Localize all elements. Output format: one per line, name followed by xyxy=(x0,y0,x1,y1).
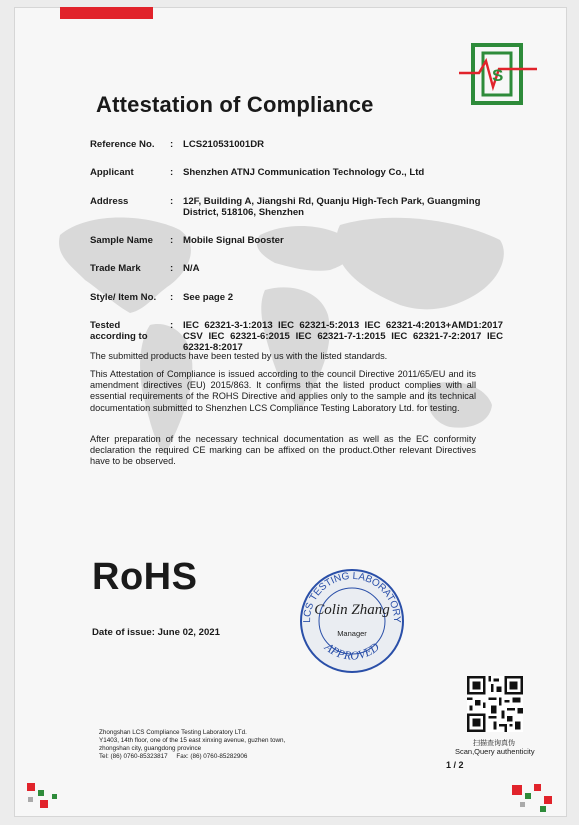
field-label: Trade Mark xyxy=(90,263,141,274)
lab-address-footer xyxy=(99,729,285,761)
footer-line: Zhongshan LCS Compliance Testing Laboratory LTd. xyxy=(99,729,247,736)
scan-label: Scan,Query authenticity xyxy=(455,747,535,756)
field-label: Reference No. xyxy=(90,139,155,150)
top-red-bar xyxy=(60,7,153,19)
manager-signature: Colin Zhang xyxy=(314,602,390,618)
field-label: Address xyxy=(90,196,129,207)
field-colon: : xyxy=(170,167,174,178)
field-colon: : xyxy=(170,235,174,246)
field-label: Applicant xyxy=(90,167,134,178)
approval-seal xyxy=(288,566,416,676)
scan-label-chinese: 扫描查询真伪 xyxy=(473,740,515,747)
field-label-line2: according to xyxy=(90,331,148,342)
paragraph-directive: This Attestation of Compliance is issued according to the council Directive 2011/65/EU and its amendment directives (EU) 2015/863. It confirms that the listed product complies with all essential requirements of the ROHS Directive and applies only to the sample and its technical documentation submitted to Shenzhen LCS Compliance Testing Laboratory Ltd. for testing. xyxy=(90,369,476,413)
field-colon: : xyxy=(170,292,174,303)
footer-line: Y1403, 14th floor, one of the 15 east xinxing avenue, guzhen town, xyxy=(99,737,286,744)
field-value: Shenzhen ATNJ Communication Technology Co., Ltd xyxy=(183,167,425,178)
seal-text-bottom: APPROVED xyxy=(322,639,382,663)
field-label: Style/ Item No. xyxy=(90,292,157,303)
footer-line: Tel: (86) 0760-85323817 Fax: (86) 0760-85282906 xyxy=(99,753,248,760)
footer-line: zhongshan city, guangdong province xyxy=(99,745,202,752)
field-value: See page 2 xyxy=(183,292,234,303)
field-label: Sample Name xyxy=(90,235,153,246)
field-colon: : xyxy=(170,139,174,150)
logo-letter-s: S xyxy=(492,66,504,85)
lcs-logo xyxy=(459,43,537,105)
field-value: N/A xyxy=(183,263,200,274)
manager-title: Manager xyxy=(337,629,367,638)
field-colon: : xyxy=(170,196,174,207)
qr-code[interactable] xyxy=(467,676,523,732)
page-number: 1 / 2 xyxy=(446,760,464,770)
field-colon: : xyxy=(170,320,174,331)
page-title: Attestation of Compliance xyxy=(96,92,374,117)
field-label xyxy=(90,320,170,342)
field-value: Mobile Signal Booster xyxy=(183,235,284,246)
seal-text-top: LCS TESTING LABORATORY xyxy=(301,570,403,624)
paragraph-ce-marking: After preparation of the necessary technical documentation as well as the EC conformity declaration the required CE marking can be affixed on the product.Other relevant Directives have to be observed. xyxy=(90,434,476,467)
field-label-line1: Tested xyxy=(90,320,121,331)
field-value: 12F, Building A, Jiangshi Rd, Quanju High-Tech Park, Guangming District, 518106, Shenzhen xyxy=(183,196,481,218)
field-value: LCS210531001DR xyxy=(183,139,265,150)
date-of-issue: Date of issue: June 02, 2021 xyxy=(92,627,220,638)
field-colon: : xyxy=(170,263,174,274)
rohs-mark: RoHS xyxy=(92,556,198,598)
tested-statement: The submitted products have been tested by us with the listed standards. xyxy=(90,351,388,361)
field-value: IEC 62321-3-1:2013 IEC 62321-5:2013 IEC 62321-4:2013+AMD1:2017 CSV IEC 62321-6:2015 IEC 62321-7-1:2015 IEC 62321-7-2:2017 IEC 62321-8:2017 xyxy=(183,320,503,353)
